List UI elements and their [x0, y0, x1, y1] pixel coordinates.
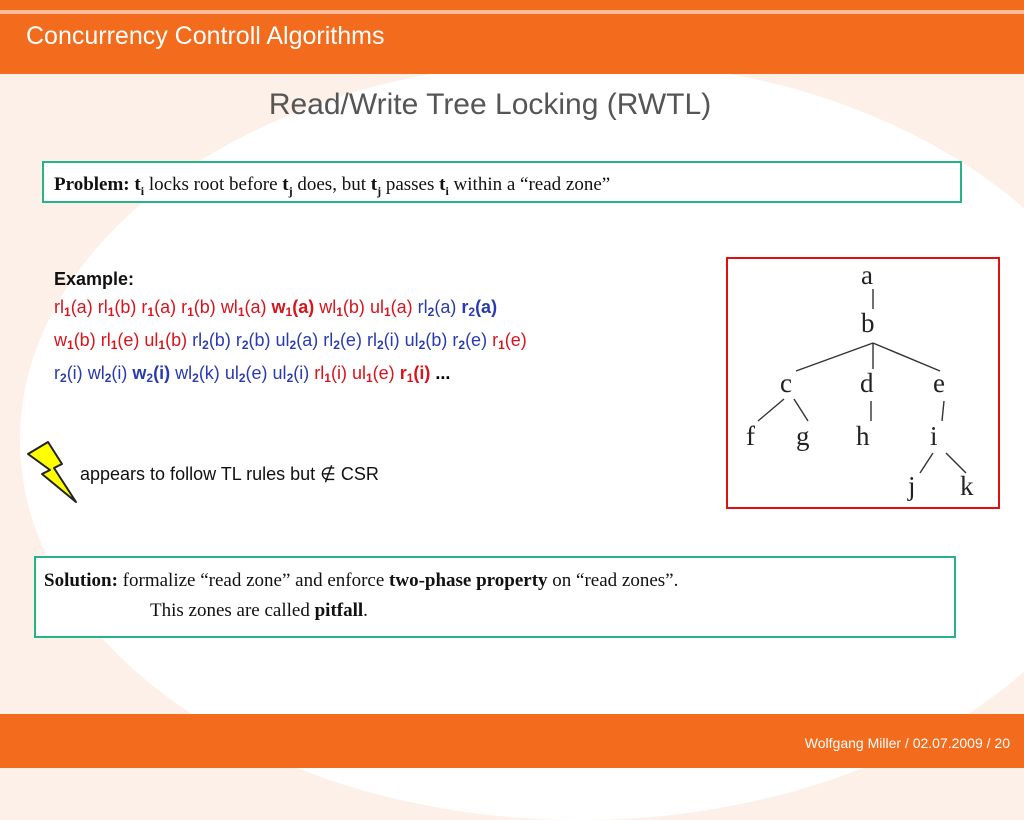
- schedule-op: r1(a): [141, 297, 177, 319]
- lightning-icon: [24, 440, 80, 506]
- schedule-op: r1(i): [399, 363, 431, 385]
- example-heading: Example:: [54, 269, 135, 289]
- node-h: h: [856, 421, 870, 451]
- slide-header: Concurrency Controll Algorithms: [26, 22, 385, 50]
- schedule-op: ul2(i): [272, 363, 310, 385]
- schedule-op: w1(a): [271, 297, 315, 319]
- edge-c-g: [794, 399, 808, 421]
- schedule-op: r1(e): [492, 330, 527, 352]
- schedule-op: wl1(b): [319, 297, 365, 319]
- schedule-op: r2(a): [461, 297, 498, 319]
- schedule-line-3: [54, 359, 527, 392]
- node-b: b: [861, 308, 875, 338]
- node-j: j: [908, 471, 916, 501]
- schedule-line-2: [54, 326, 527, 359]
- t-i: $t_i$: [134, 174, 145, 198]
- problem-text-1: locks root before: [148, 174, 278, 195]
- solution-label: Solution:: [44, 570, 118, 591]
- example-block: [54, 265, 527, 392]
- problem-text-4: within a “read zone”: [453, 174, 611, 195]
- t-i-2: $t_i$: [439, 174, 449, 198]
- schedule-op: rl2(i): [366, 330, 400, 352]
- tl-note-text: appears to follow TL rules but: [80, 464, 316, 484]
- csr-label: CSR: [340, 464, 379, 484]
- schedule-op: wl2(i): [87, 363, 128, 385]
- node-i: i: [930, 421, 938, 451]
- t-j: $t_j$: [282, 174, 293, 198]
- edge-c-f: [758, 399, 784, 421]
- solution-text-2: on “read zones”.: [552, 570, 679, 591]
- two-phase-property: two-phase property: [389, 570, 548, 591]
- problem-text-2: does, but: [297, 174, 366, 195]
- schedule-op: ul1(b): [144, 330, 188, 352]
- schedule-op: ul2(b): [404, 330, 448, 352]
- tl-note: [80, 464, 379, 485]
- schedule-op: rl1(a): [54, 297, 93, 319]
- schedule-op: r1(b): [181, 297, 216, 319]
- tree-diagram: [726, 257, 1000, 509]
- schedule-op: w1(b): [54, 330, 96, 352]
- edge-e-i: [942, 401, 944, 421]
- problem-text-3: passes: [385, 174, 435, 195]
- edge-i-k: [946, 453, 966, 473]
- header-stripe: [0, 10, 1024, 14]
- schedule-line-1: [54, 293, 527, 326]
- problem-label: Problem:: [54, 174, 130, 195]
- not-element-symbol: ∉: [320, 464, 336, 484]
- solution-line-2: This zones are called pitfall.: [150, 600, 368, 621]
- schedule-op: rl1(e): [100, 330, 140, 352]
- pitfall: pitfall: [314, 600, 364, 621]
- node-c: c: [780, 368, 792, 398]
- schedule-op: r2(b): [235, 330, 271, 352]
- node-a: a: [861, 260, 873, 290]
- schedule-op: rl2(b): [192, 330, 231, 352]
- node-e: e: [933, 368, 945, 398]
- schedule-op: ul2(a): [275, 330, 319, 352]
- schedule-op: rl1(b): [97, 297, 137, 319]
- schedule-op: rl1(i): [314, 363, 347, 385]
- node-g: g: [796, 421, 810, 451]
- schedule-op: r2(e): [452, 330, 488, 352]
- page-title: Read/Write Tree Locking (RWTL): [268, 88, 712, 121]
- edge-i-j: [920, 453, 933, 473]
- solution-box: [34, 556, 956, 638]
- schedule-op: rl2(a): [417, 297, 457, 319]
- edge-b-c: [796, 343, 873, 371]
- schedule-op: ul2(e): [224, 363, 268, 385]
- solution-text-1: formalize “read zone” and enforce: [122, 570, 385, 591]
- ellipsis: ...: [435, 363, 451, 383]
- schedule-op: rl2(e): [323, 330, 362, 352]
- t-j-2: $t_j$: [370, 174, 382, 198]
- schedule-op: w2(i): [132, 363, 171, 385]
- schedule-op: wl2(k): [175, 363, 220, 385]
- schedule-op: ul1(a): [369, 297, 413, 319]
- schedule-op: wl1(a): [220, 297, 267, 319]
- node-d: d: [860, 368, 874, 398]
- footer-text: Wolfgang Miller / 02.07.2009 / 20: [804, 735, 1010, 751]
- schedule-op: ul1(e): [351, 363, 395, 385]
- schedule-op: r2(i): [54, 363, 83, 385]
- node-k: k: [960, 471, 974, 501]
- problem-box: [42, 161, 962, 203]
- node-f: f: [746, 421, 755, 451]
- edge-b-e: [873, 343, 940, 371]
